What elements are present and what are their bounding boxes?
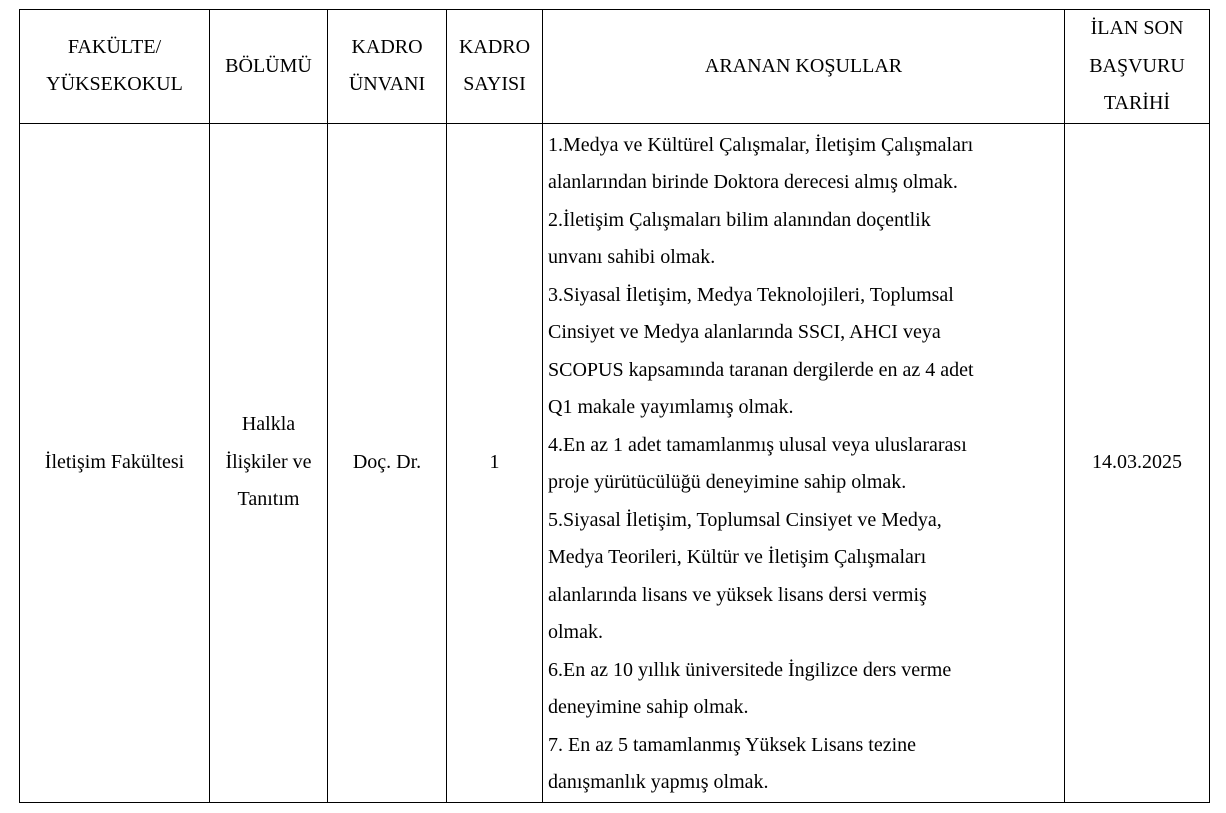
table-row xyxy=(20,123,1210,802)
condition-line: danışmanlık yapmış olmak. xyxy=(548,771,769,793)
condition-line: unvanı sahibi olmak. xyxy=(548,246,716,268)
header-deadline-line: TARİHİ xyxy=(1103,92,1171,114)
condition-line: Medya Teorileri, Kültür ve İletişim Çalışmaları xyxy=(548,546,927,568)
deadline-value: 14.03.2025 xyxy=(1092,450,1182,473)
condition-line: proje yürütücülüğü deneyimine sahip olmak. xyxy=(548,471,907,493)
header-department-label: BÖLÜMÜ xyxy=(225,54,312,77)
header-row xyxy=(20,10,1210,124)
department-line: Tanıtım xyxy=(237,488,300,511)
header-deadline xyxy=(1065,10,1210,124)
header-count xyxy=(447,10,543,124)
job-posting-table xyxy=(19,9,1210,803)
condition-line: 7. En az 5 tamamlanmış Yüksek Lisans tezine xyxy=(548,733,917,756)
condition-line: 2.İletişim Çalışmaları bilim alanından doçentlik xyxy=(548,208,931,231)
header-title xyxy=(328,10,447,124)
condition-line: olmak. xyxy=(548,621,603,643)
cell-faculty xyxy=(20,123,210,802)
header-conditions xyxy=(543,10,1065,124)
header-count-line: SAYISI xyxy=(463,73,526,96)
cell-department xyxy=(210,123,328,802)
cell-title xyxy=(328,123,447,802)
department-line: Halkla xyxy=(241,413,296,436)
cell-conditions xyxy=(543,123,1065,802)
faculty-value: İletişim Fakültesi xyxy=(44,450,185,473)
header-title-line: KADRO xyxy=(351,35,423,58)
condition-line: Cinsiyet ve Medya alanlarında SSCI, AHCI veya xyxy=(548,321,941,343)
cell-deadline xyxy=(1065,123,1210,802)
cell-count xyxy=(447,123,543,802)
header-title-line: ÜNVANI xyxy=(348,73,426,96)
header-deadline-line: İLAN SON xyxy=(1090,17,1184,39)
condition-line: 1.Medya ve Kültürel Çalışmalar, İletişim Çalışmaları xyxy=(548,133,974,156)
header-faculty-line: YÜKSEKOKUL xyxy=(46,73,183,96)
count-value: 1 xyxy=(489,450,500,473)
header-count-line: KADRO xyxy=(458,35,531,58)
condition-line: Q1 makale yayımlamış olmak. xyxy=(548,396,794,418)
department-line: İlişkiler ve xyxy=(225,450,312,473)
header-faculty-line: FAKÜLTE/ xyxy=(67,35,162,58)
condition-line: alanlarında lisans ve yüksek lisans dersi vermiş xyxy=(548,583,927,606)
condition-line: 4.En az 1 adet tamamlanmış ulusal veya uluslararası xyxy=(548,433,967,456)
title-value: Doç. Dr. xyxy=(352,450,422,473)
condition-line: SCOPUS kapsamında taranan dergilerde en az 4 adet xyxy=(548,358,974,381)
condition-line: deneyimine sahip olmak. xyxy=(548,696,749,718)
condition-line: 3.Siyasal İletişim, Medya Teknolojileri, Toplumsal xyxy=(548,283,954,306)
condition-line: alanlarından birinde Doktora derecesi almış olmak. xyxy=(548,171,958,193)
condition-line: 6.En az 10 yıllık üniversitede İngilizce ders verme xyxy=(548,658,952,681)
header-faculty xyxy=(20,10,210,124)
condition-line: 5.Siyasal İletişim, Toplumsal Cinsiyet ve Medya, xyxy=(548,508,942,531)
header-conditions-label: ARANAN KOŞULLAR xyxy=(704,54,903,77)
header-department xyxy=(210,10,328,124)
header-deadline-line: BAŞVURU xyxy=(1089,54,1185,77)
